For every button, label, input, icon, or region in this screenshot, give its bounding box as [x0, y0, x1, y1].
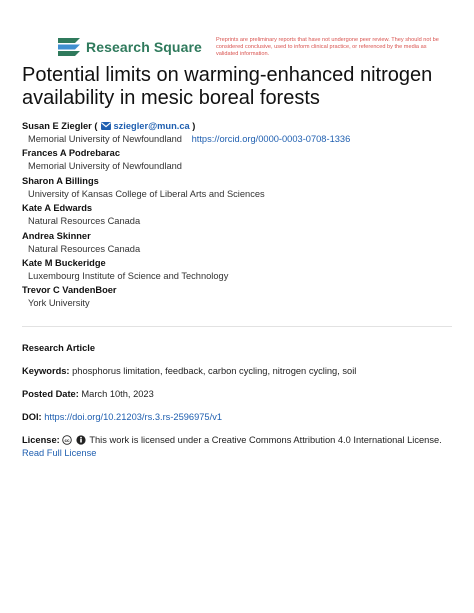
- author-name: Kate A Edwards: [22, 203, 93, 214]
- author-name: Kate M Buckeridge: [22, 257, 106, 268]
- brand-name: Research Square: [86, 39, 202, 55]
- keywords-value: phosphorus limitation, feedback, carbon cycling, nitrogen cycling, soil: [72, 366, 357, 376]
- email-close-paren: ): [192, 121, 196, 131]
- author-email-link[interactable]: sziegler@mun.ca: [113, 121, 190, 131]
- license-label: License:: [22, 435, 60, 445]
- author-list: [22, 120, 462, 312]
- author-item: [22, 120, 462, 146]
- doi-label: DOI:: [22, 412, 42, 422]
- author-name: Andrea Skinner: [22, 230, 91, 241]
- article-type: [22, 342, 462, 355]
- keywords-label: Keywords:: [22, 366, 70, 376]
- author-name: Frances A Podrebarac: [22, 148, 121, 159]
- author-name: Trevor C VandenBoer: [22, 285, 117, 296]
- author-item: [22, 230, 462, 256]
- header: [0, 0, 474, 64]
- author-affiliation: University of Kansas College of Liberal Arts and Sciences: [28, 188, 265, 199]
- doi-link[interactable]: https://doi.org/10.21203/rs.3.rs-2596975/v1: [44, 412, 223, 422]
- article-type-label: Research Article: [22, 343, 96, 353]
- author-affiliation: York University: [28, 298, 90, 309]
- author-item: [22, 257, 462, 283]
- posted-date-row: [22, 388, 462, 401]
- author-item: [22, 202, 462, 228]
- author-item: [22, 175, 462, 201]
- author-name: Susan E Ziegler: [22, 121, 92, 131]
- svg-text:cc: cc: [64, 437, 70, 443]
- keywords-row: [22, 365, 462, 378]
- attribution-icon: [76, 435, 86, 445]
- research-square-logo-icon: [58, 38, 80, 56]
- author-item: [22, 284, 462, 310]
- read-full-license-link[interactable]: Read Full License: [22, 448, 97, 458]
- license-text: This work is licensed under a Creative Commons Attribution 4.0 International License.: [89, 435, 442, 445]
- creative-commons-icon: [62, 435, 72, 445]
- author-item: [22, 147, 462, 173]
- article-title: Potential limits on warming-enhanced nitrogen availability in mesic boreal forests: [22, 64, 433, 109]
- author-name: Sharon A Billings: [22, 175, 99, 186]
- author-affiliation: Memorial University of Newfoundland: [28, 134, 182, 144]
- email-open-paren: (: [94, 121, 98, 131]
- posted-date-label: Posted Date:: [22, 389, 79, 399]
- author-affiliation: Natural Resources Canada: [28, 216, 141, 227]
- author-affiliation: Memorial University of Newfoundland: [28, 161, 182, 172]
- author-affiliation: Luxembourg Institute of Science and Technology: [28, 270, 229, 281]
- preprint-disclaimer: Preprints are preliminary reports that have not undergone peer review. They should not be considered conclusive, used to inform clinical practice, or referenced by the media as validated information.: [216, 37, 439, 57]
- author-affiliation: Natural Resources Canada: [28, 243, 141, 254]
- research-square-logo[interactable]: [58, 38, 202, 56]
- section-divider: [22, 326, 452, 327]
- license-row: [22, 434, 462, 460]
- doi-row: [22, 411, 462, 424]
- envelope-icon: [101, 122, 111, 130]
- posted-date-value: March 10th, 2023: [81, 389, 154, 399]
- orcid-link[interactable]: https://orcid.org/0000-0003-0708-1336: [191, 134, 351, 144]
